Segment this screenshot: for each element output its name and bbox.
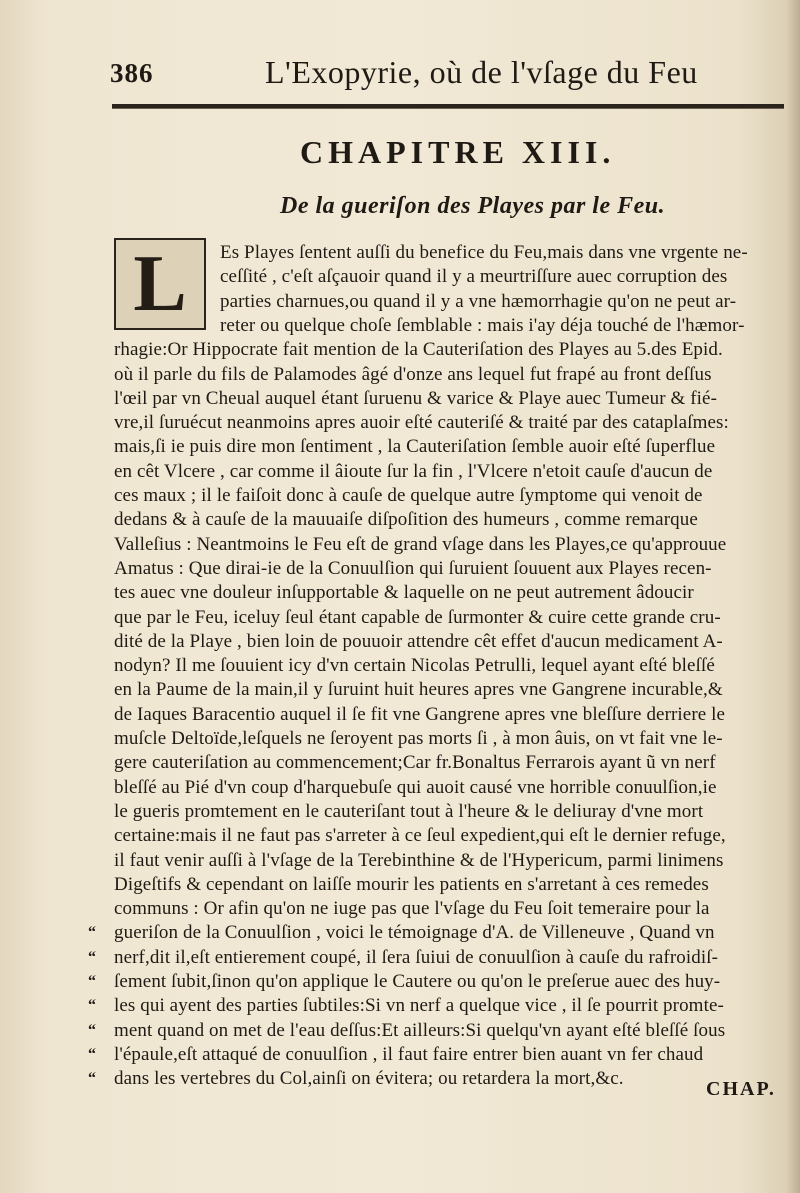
ornamental-initial <box>114 238 206 330</box>
line-text: l'œil par vn Cheual auquel étant ſuruenu & varice & Playe auec Tumeur & fié- <box>114 387 718 409</box>
running-title: L'Exopyrie, où de l'vſage du Feu <box>265 54 698 90</box>
line-text: communs : Or afin qu'on ne iuge pas que l'vſage du Feu ſoit temeraire pour la <box>114 898 710 920</box>
line-text: rhagie:Or Hippocrate fait mention de la Cauteriſation des Playes au 5.des Epid. <box>114 339 723 361</box>
line-text: dans les vertebres du Col,ainſi on évitera; ou retardera la mort,&c. <box>114 1068 624 1090</box>
text-line <box>114 872 709 897</box>
text-line <box>114 726 723 751</box>
text-line <box>114 386 717 411</box>
text-line <box>88 1018 726 1043</box>
line-text: parties charnues,ou quand il y a vne hæmorrhagie qu'on ne peut ar- <box>220 290 737 312</box>
text-line <box>220 264 727 289</box>
line-text: Amatus : Que dirai-ie de la Conuulſion qui ſuruient ſouuent aux Playes recen- <box>114 557 712 579</box>
line-text: que par le Feu, iceluy ſeul étant capable de ſurmonter & cuire cette grande cru- <box>114 606 721 628</box>
catchword: CHAP. <box>706 1078 776 1100</box>
line-text: Valleſius : Neantmoins le Feu eſt de grand vſage dans les Playes,ce qu'approuue <box>114 533 727 555</box>
quotation-mark: “ <box>88 997 97 1015</box>
line-text: vre,il ſuruécut neanmoins apres auoir eſté cauteriſé & traité par des cataplaſmes: <box>114 412 729 434</box>
line-text: ment quand on met de l'eau deſſus:Et ailleurs:Si quelqu'vn ayant eſté bleſſé ſous <box>114 1019 726 1041</box>
text-line <box>114 483 703 508</box>
line-text: où il parle du fils de Palamodes âgé d'onze ans lequel fut frapé au front deſſus <box>114 363 712 385</box>
text-line <box>114 653 715 678</box>
text-line <box>114 532 726 557</box>
running-head <box>110 50 760 100</box>
quotation-mark: “ <box>88 1045 97 1063</box>
text-line <box>114 629 723 654</box>
text-line <box>220 313 745 338</box>
page-number: 386 <box>110 58 154 88</box>
text-line <box>114 799 703 824</box>
text-line <box>88 993 724 1018</box>
page-edge-shadow <box>786 0 800 1193</box>
line-text: ces maux ; il le faiſoit donc à cauſe de quelque autre ſymptome qui venoit de <box>114 485 703 506</box>
text-line <box>114 702 725 727</box>
text-line <box>114 410 729 435</box>
line-text: mais,ſi ie puis dire mon ſentiment , la Cauteriſation ſemble auoir eſté ſuperflue <box>114 436 716 458</box>
line-text: muſcle Deltoïde,leſquels ne ſeroyent pas morts ſi , à mon âuis, on vt fait vne le- <box>114 728 723 749</box>
text-line <box>88 1042 704 1067</box>
text-line <box>114 775 717 800</box>
line-text: ſement ſubit,ſinon qu'on applique le Cautere ou qu'on le preſerue auec des huy- <box>114 971 721 992</box>
text-line <box>220 240 748 265</box>
line-text: Digeſtifs & cependant on laiſſe mourir les patients en s'arretant à ces remedes <box>114 873 709 895</box>
text-line <box>220 289 736 314</box>
line-text: tes auec vne douleur inſupportable & laquelle on ne peut autrement âdoucir <box>114 582 694 604</box>
quotation-mark: “ <box>88 973 97 990</box>
line-text: gueriſon de la Conuulſion , voici le témoignage d'A. de Villeneuve , Quand vn <box>114 922 715 944</box>
quotation-mark: “ <box>88 1021 97 1039</box>
line-text: en la Paume de la main,il y ſuruint huit heures apres vne Gangrene incurable,& <box>114 679 723 701</box>
text-line <box>88 1066 624 1091</box>
chapter-heading: CHAPITRE XIII. <box>300 134 616 170</box>
quotation-mark: “ <box>88 924 97 942</box>
line-text: nerf,dit il,eſt entierement coupé, il ſera ſuiui de conuulſion à cauſe du rafroidiſ- <box>114 946 719 968</box>
line-text: le gueris promtement en le cauteriſant tout à l'heure & le deliuray d'vne mort <box>114 800 704 822</box>
line-text: ceſſité , c'eſt aſçauoir quand il y a meurtriſſure auec corruption des <box>220 266 728 288</box>
text-line <box>114 896 709 921</box>
text-line <box>114 337 723 362</box>
text-line <box>114 750 716 775</box>
line-text: il faut venir auſſi à l'vſage de la Terebinthine & de l'Hypericum, parmi linimens <box>114 849 724 871</box>
quotation-mark: “ <box>88 948 97 966</box>
text-line <box>114 580 694 605</box>
text-line <box>88 920 715 945</box>
text-line <box>114 556 712 581</box>
line-text: reter ou quelque choſe ſemblable : mais i'ay déja touché de l'hæmor- <box>220 314 745 336</box>
line-text: gere cauteriſation au commencement;Car fr.Bonaltus Ferrarois ayant ũ vn nerf <box>114 752 716 774</box>
text-line <box>114 605 721 630</box>
line-text: certaine:mais il ne faut pas s'arreter à ce ſeul expedient,qui eſt le dernier refuge, <box>114 825 726 847</box>
chapter-subtitle: De la gueriſon des Playes par le Feu. <box>280 193 666 219</box>
line-text: l'épaule,eſt attaqué de conuulſion , il faut faire entrer bien auant vn fer chaud <box>114 1043 704 1065</box>
text-line <box>114 459 712 484</box>
text-line <box>88 945 719 970</box>
initial-letter: L <box>133 240 187 328</box>
line-text: dedans & à cauſe de la mauuaiſe diſpoſition des humeurs , comme remarque <box>114 509 698 531</box>
line-text: les qui ayent des parties ſubtiles:Si vn nerf a quelque vice , il ſe pourrit promte- <box>114 995 724 1017</box>
text-line <box>114 362 712 387</box>
text-line <box>114 434 715 459</box>
line-text: Es Playes ſentent auſſi du benefice du Feu,mais dans vne vrgente ne- <box>220 242 748 263</box>
text-line <box>114 848 723 873</box>
line-text: nodyn? Il me ſouuient icy d'vn certain Nicolas Petrulli, lequel ayant eſté bleſſé <box>114 655 715 677</box>
text-line <box>114 823 726 848</box>
line-text: en cêt Vlcere , car comme il âioute ſur la fin , l'Vlcere n'etoit cauſe d'aucun de <box>114 460 713 482</box>
text-line <box>114 507 698 532</box>
text-line <box>88 969 721 994</box>
line-text: de Iaques Baracentio auquel il ſe fit vne Gangrene apres vne bleſſure derriere le <box>114 703 726 725</box>
line-text: bleſſé au Pié d'vn coup d'harquebuſe qui auoit causé vne horrible conuulſion,ie <box>114 776 717 798</box>
text-line <box>114 677 723 702</box>
quotation-mark: “ <box>88 1070 97 1088</box>
line-text: dité de la Playe , bien loin de pouuoir attendre cêt effet d'aucun medicament A- <box>114 630 723 652</box>
header-rule <box>112 104 784 109</box>
